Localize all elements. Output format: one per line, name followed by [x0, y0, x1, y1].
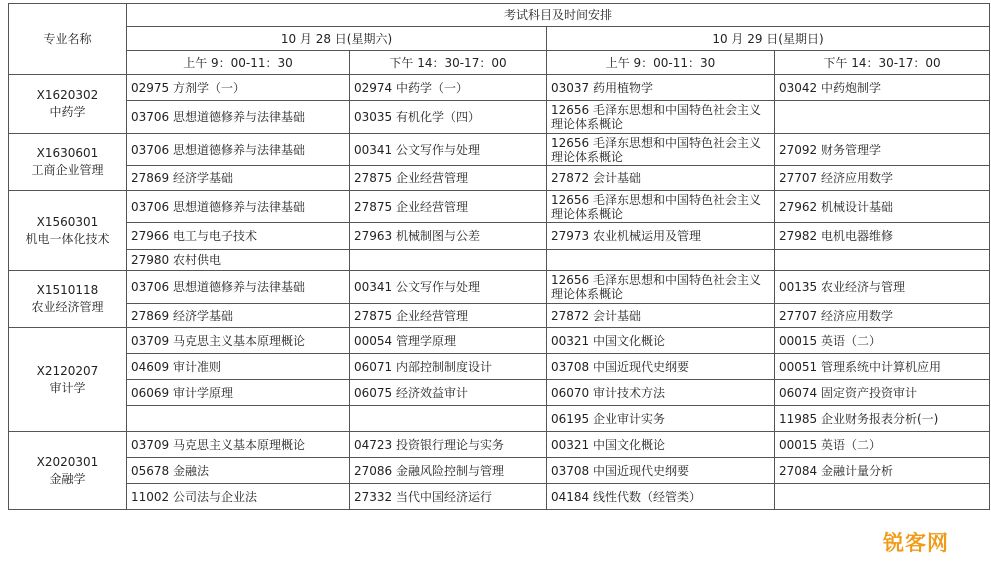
subject-cell: 03706 思想道德修养与法律基础: [127, 134, 350, 166]
subject-cell: 06071 内部控制制度设计: [350, 354, 547, 380]
day2-header: 10 月 29 日(星期日): [547, 27, 990, 51]
subject-cell: 27872 会计基础: [547, 166, 775, 191]
table-row: [9, 250, 990, 271]
major-code: X1620302: [36, 88, 99, 102]
subject-cell: [350, 406, 547, 432]
day2-pm-header: 下午 14：30-17：00: [775, 51, 990, 75]
table-row: [9, 406, 990, 432]
major-name: 工商企业管理: [31, 163, 104, 177]
table-row: [9, 484, 990, 510]
subject-cell: 27966 电工与电子技术: [127, 223, 350, 250]
subject-cell: 27982 电机电器维修: [775, 223, 990, 250]
subject-cell: 03708 中国近现代史纲要: [547, 458, 775, 484]
table-row: [9, 432, 990, 458]
major-cell: [9, 328, 127, 432]
table-row: [9, 271, 990, 304]
day2-am-header: 上午 9：00-11：30: [547, 51, 775, 75]
major-name: 审计学: [49, 380, 86, 395]
day1-am-header: 上午 9：00-11：30: [127, 51, 350, 75]
subject-cell: 27869 经济学基础: [127, 166, 350, 191]
day1-pm-header: 下午 14：30-17：00: [350, 51, 547, 75]
day1-header: 10 月 28 日(星期六): [127, 27, 547, 51]
subject-cell: 27869 经济学基础: [127, 304, 350, 328]
major-name: 机电一体化技术: [25, 231, 110, 246]
subject-cell: 27707 经济应用数学: [775, 304, 990, 328]
table-row: [9, 354, 990, 380]
subject-cell: 00321 中国文化概论: [547, 432, 775, 458]
subject-cell: 00015 英语（二）: [775, 328, 990, 354]
subject-cell: 27084 金融计量分析: [775, 458, 990, 484]
subject-cell: 02974 中药学（一）: [350, 75, 547, 101]
table-row: [9, 304, 990, 328]
subject-cell: 04723 投资银行理论与实务: [350, 432, 547, 458]
subject-cell: 04184 线性代数（经管类）: [547, 484, 775, 510]
subject-cell: 27086 金融风险控制与管理: [350, 458, 547, 484]
table-row: [9, 380, 990, 406]
major-cell: [9, 271, 127, 328]
schedule-title: 考试科目及时间安排: [127, 4, 990, 27]
header-row-title: [9, 4, 990, 27]
schedule-body: [9, 75, 990, 510]
subject-cell: 03708 中国近现代史纲要: [547, 354, 775, 380]
subject-cell: 03706 思想道德修养与法律基础: [127, 191, 350, 223]
major-name: 农业经济管理: [31, 300, 104, 314]
subject-cell: 12656 毛泽东思想和中国特色社会主义理论体系概论: [547, 101, 775, 134]
subject-cell: 00135 农业经济与管理: [775, 271, 990, 304]
major-name: 中药学: [49, 105, 86, 119]
major-cell: [9, 134, 127, 191]
subject-cell: [350, 250, 547, 271]
subject-cell: [775, 484, 990, 510]
subject-cell: 12656 毛泽东思想和中国特色社会主义理论体系概论: [547, 271, 775, 304]
subject-cell: 27872 会计基础: [547, 304, 775, 328]
table-row: [9, 166, 990, 191]
subject-cell: 27962 机械设计基础: [775, 191, 990, 223]
subject-cell: 00341 公文写作与处理: [350, 271, 547, 304]
table-row: [9, 101, 990, 134]
subject-cell: [547, 250, 775, 271]
table-row: [9, 134, 990, 166]
major-code: X2120207: [36, 363, 99, 378]
subject-cell: 27875 企业经营管理: [350, 304, 547, 328]
table-row: [9, 328, 990, 354]
major-code: X1560301: [36, 214, 99, 229]
table-row: [9, 458, 990, 484]
major-column-header: 专业名称: [9, 4, 127, 75]
major-name: 金融学: [49, 471, 86, 486]
major-code: X1630601: [36, 146, 99, 160]
subject-cell: 12656 毛泽东思想和中国特色社会主义理论体系概论: [547, 134, 775, 166]
table-row: [9, 223, 990, 250]
subject-cell: 06074 固定资产投资审计: [775, 380, 990, 406]
subject-cell: 06069 审计学原理: [127, 380, 350, 406]
subject-cell: 00015 英语（二）: [775, 432, 990, 458]
major-cell: [9, 75, 127, 134]
subject-cell: 27332 当代中国经济运行: [350, 484, 547, 510]
subject-cell: 03709 马克思主义基本原理概论: [127, 328, 350, 354]
subject-cell: 00341 公文写作与处理: [350, 134, 547, 166]
subject-cell: 03706 思想道德修养与法律基础: [127, 271, 350, 304]
subject-cell: 04609 审计准则: [127, 354, 350, 380]
major-cell: [9, 432, 127, 510]
major-code: X1510118: [36, 283, 99, 297]
header-row-days: [9, 27, 990, 51]
subject-cell: 06075 经济效益审计: [350, 380, 547, 406]
subject-cell: 03042 中药炮制学: [775, 75, 990, 101]
major-cell: [9, 191, 127, 271]
subject-cell: [127, 406, 350, 432]
table-row: [9, 75, 990, 101]
subject-cell: 27707 经济应用数学: [775, 166, 990, 191]
site-watermark: 锐客网: [883, 531, 949, 555]
major-code: X2020301: [36, 454, 99, 469]
header-row-sessions: [9, 51, 990, 75]
subject-cell: 03035 有机化学（四）: [350, 101, 547, 134]
subject-cell: 06195 企业审计实务: [547, 406, 775, 432]
subject-cell: 06070 审计技术方法: [547, 380, 775, 406]
subject-cell: 27875 企业经营管理: [350, 166, 547, 191]
subject-cell: 27875 企业经营管理: [350, 191, 547, 223]
subject-cell: 03706 思想道德修养与法律基础: [127, 101, 350, 134]
subject-cell: 03037 药用植物学: [547, 75, 775, 101]
subject-cell: [775, 250, 990, 271]
subject-cell: 27980 农村供电: [127, 250, 350, 271]
subject-cell: 03709 马克思主义基本原理概论: [127, 432, 350, 458]
subject-cell: 11002 公司法与企业法: [127, 484, 350, 510]
subject-cell: [775, 101, 990, 134]
subject-cell: 12656 毛泽东思想和中国特色社会主义理论体系概论: [547, 191, 775, 223]
subject-cell: 27973 农业机械运用及管理: [547, 223, 775, 250]
subject-cell: 11985 企业财务报表分析(一): [775, 406, 990, 432]
subject-cell: 00054 管理学原理: [350, 328, 547, 354]
subject-cell: 27963 机械制图与公差: [350, 223, 547, 250]
subject-cell: 02975 方剂学（一）: [127, 75, 350, 101]
table-row: [9, 191, 990, 223]
subject-cell: 05678 金融法: [127, 458, 350, 484]
subject-cell: 00321 中国文化概论: [547, 328, 775, 354]
subject-cell: 00051 管理系统中计算机应用: [775, 354, 990, 380]
subject-cell: 27092 财务管理学: [775, 134, 990, 166]
exam-schedule-table: [8, 3, 990, 510]
